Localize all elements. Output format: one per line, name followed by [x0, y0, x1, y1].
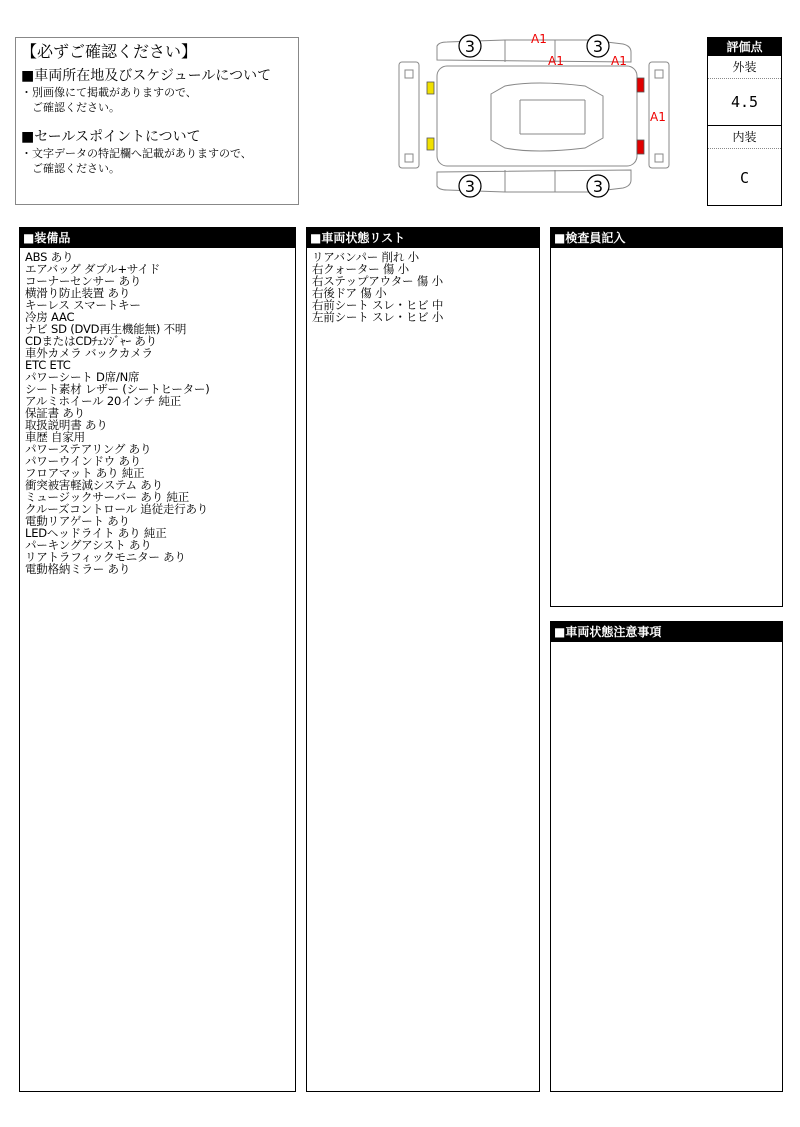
list-item: 冷房 AAC	[25, 310, 75, 324]
list-item: アルミホイール 20インチ 純正	[25, 394, 182, 408]
grade-header: 評価点	[708, 38, 781, 56]
list-item: CDまたはCDﾁｪﾝｼﾞｬｰ あり	[25, 334, 157, 348]
front-right-light	[427, 138, 434, 150]
list-item: エアバッグ ダブル+サイド	[25, 262, 161, 276]
list-item: 右前シート スレ・ヒビ 中	[312, 298, 444, 312]
rear-right-light	[637, 140, 644, 154]
sales-text: ・文字データの特記欄へ記載がありますので、 ご確認ください。	[21, 147, 252, 175]
list-item: クルーズコントロール 追従走行あり	[25, 502, 209, 516]
location-heading: ■車両所在地及びスケジュールについて	[21, 68, 272, 84]
list-item: 電動リアゲート あり	[25, 514, 130, 528]
list-item: LEDヘッドライト あり 純正	[25, 526, 167, 540]
list-item: パーキングアシスト あり	[25, 538, 152, 552]
svg-text:3: 3	[464, 177, 476, 196]
list-item: 左前シート スレ・ヒビ 小	[312, 310, 444, 324]
list-item: フロアマット あり 純正	[25, 466, 145, 480]
list-item: 車外カメラ バックカメラ	[25, 346, 153, 360]
list-item: 保証書 あり	[25, 406, 85, 420]
list-item: 車歴 自家用	[25, 430, 85, 444]
list-item: 取扱説明書 あり	[25, 418, 108, 432]
list-item: パワーステアリング あり	[25, 442, 152, 456]
exterior-label: 外装	[708, 56, 781, 79]
dent-mark-rear-bumper: A1	[650, 110, 666, 124]
list-item: 電動格納ミラー あり	[25, 562, 131, 576]
grade-box	[707, 37, 782, 206]
list-item: パワーウインドウ あり	[25, 454, 142, 468]
rear-left-light	[637, 78, 644, 92]
location-text: ・別画像にて掲載がありますので、 ご確認ください。	[21, 86, 197, 114]
car-condition-diagram	[395, 30, 675, 202]
list-item: コーナーセンサー あり	[25, 274, 142, 288]
list-item: 右ステップアウター 傷 小	[312, 274, 443, 288]
notes-panel	[550, 621, 783, 1092]
equipment-title: ■装備品	[20, 228, 295, 248]
dent-mark-right-door: A1	[548, 54, 564, 68]
svg-text:3: 3	[464, 37, 476, 56]
scratch-mark-rear-left	[587, 35, 609, 57]
interior-label: 内装	[708, 126, 781, 149]
inspector-title: ■検査員記入	[551, 228, 782, 248]
list-item: 衝突被害軽減システム あり	[25, 478, 163, 492]
condition-panel	[306, 227, 540, 1092]
notes-title: ■車両状態注意事項	[551, 622, 782, 642]
notice-box	[15, 37, 299, 205]
inspector-panel	[550, 227, 783, 607]
scratch-mark-rear-right	[587, 175, 609, 197]
sales-heading: ■セールスポイントについて	[21, 129, 201, 145]
scratch-mark-front-left	[459, 35, 481, 57]
dent-mark-roof-side: A1	[531, 32, 547, 46]
equipment-list	[20, 248, 295, 575]
list-item: ETC ETC	[25, 358, 71, 372]
svg-text:3: 3	[592, 37, 604, 56]
exterior-grade: 4.5	[708, 79, 781, 126]
equipment-panel	[19, 227, 296, 1092]
notice-title: 【必ずご確認ください】	[21, 42, 198, 61]
scratch-mark-front-right	[459, 175, 481, 197]
list-item: ミュージックサーバー あり 純正	[25, 490, 190, 504]
front-left-light	[427, 82, 434, 94]
interior-grade: C	[739, 169, 750, 187]
list-item: リアトラフィックモニター あり	[25, 550, 186, 564]
list-item: 右クォーター 傷 小	[312, 262, 409, 276]
list-item: ナビ SD (DVD再生機能無) 不明	[25, 322, 187, 336]
list-item: シート素材 レザー (シートヒーター)	[25, 382, 210, 396]
list-item: 横滑り防止装置 あり	[25, 286, 131, 300]
list-item: キーレス スマートキー	[25, 298, 141, 312]
condition-title: ■車両状態リスト	[307, 228, 539, 248]
list-item: 右後ドア 傷 小	[312, 286, 387, 300]
condition-list	[307, 248, 539, 323]
list-item: パワーシート D席/N席	[25, 370, 140, 384]
dent-mark-quarter: A1	[611, 54, 627, 68]
svg-text:3: 3	[592, 177, 604, 196]
list-item: リアバンパー 削れ 小	[312, 250, 419, 264]
list-item: ABS あり	[25, 250, 74, 264]
